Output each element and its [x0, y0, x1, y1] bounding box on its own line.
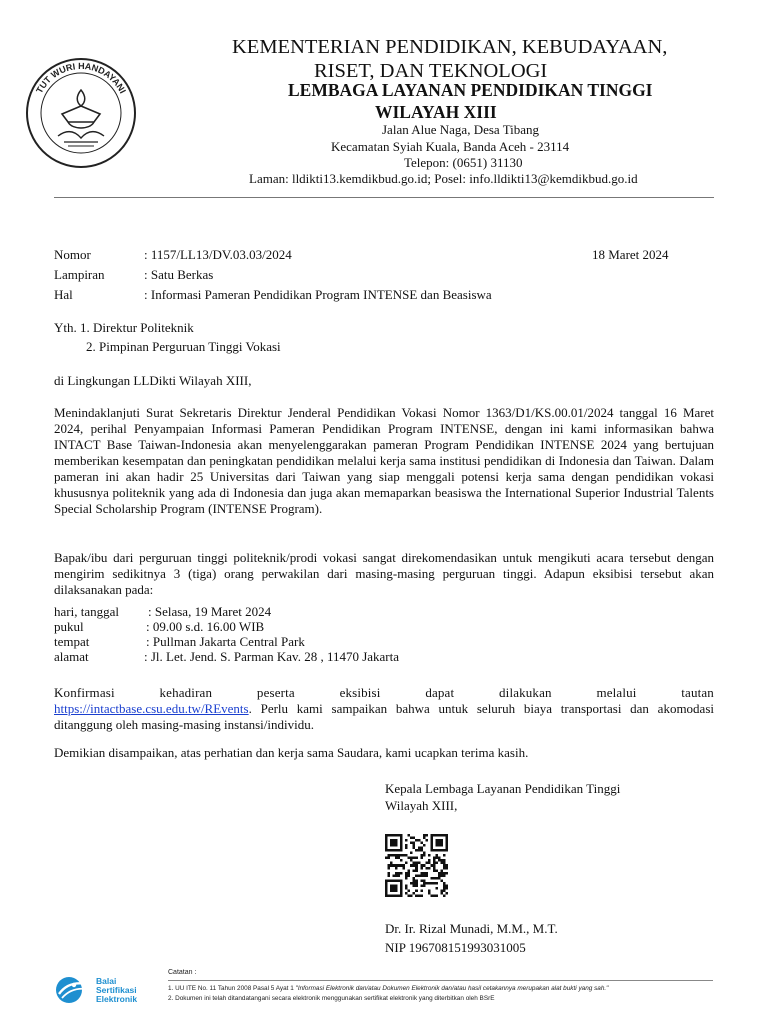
- qr-module: [433, 864, 436, 867]
- qr-module: [435, 839, 443, 847]
- qr-module: [443, 859, 446, 862]
- qr-module: [413, 892, 416, 895]
- registration-link[interactable]: https://intactbase.csu.edu.tw/REvents: [54, 701, 249, 716]
- qr-module: [443, 894, 446, 897]
- institution-name-line2: WILAYAH XIII: [375, 102, 497, 122]
- qr-module: [418, 894, 421, 897]
- qr-module: [418, 847, 421, 850]
- qr-module: [420, 872, 423, 875]
- qr-module: [420, 857, 423, 860]
- qr-module: [433, 867, 436, 870]
- qr-module: [445, 864, 448, 867]
- qr-module: [443, 887, 446, 890]
- qr-module: [443, 867, 446, 870]
- address-street: Jalan Alue Naga, Desa Tibang: [382, 122, 540, 137]
- qr-module: [435, 894, 438, 897]
- qr-module: [408, 894, 411, 897]
- qr-module: [438, 877, 441, 880]
- qr-module: [423, 854, 426, 857]
- qr-module: [443, 862, 446, 865]
- qr-module: [443, 884, 446, 887]
- qr-module: [413, 882, 416, 885]
- qr-module: [398, 872, 401, 875]
- body-paragraph-1: Menindaklanjuti Surat Sekretaris Direktur Jenderal Pendidikan Vokasi Nomor 1363/D1/KS.00.01/2024 tanggal 16 Maret 2024, perihal Penyampaian Informasi Pameran Pendidikan Program INTENSE, dengan ini kami informasikan bahwa INTACT Base Taiwan-Indonesia akan menyelenggarakan pameran Program Pendidikan INTENSE 2024 yang bertujuan memberikan kesempatan dan peningkatan pendidikan melalui kerja sama institusi pendidikan di Indonesia dan Taiwan. Dalam pameran ini akan hadir 25 Universitas dari Taiwan yang siap menggali potensi kerja sama dengan pendidikan vokasi khususnya politeknik yang ada di Indonesia dan juga akan memaparkan beasiswa the International Superior Industrial Talents Special Scholarship Program (INTENSE Program).: [54, 405, 714, 516]
- qr-module: [398, 857, 401, 860]
- qr-module: [438, 859, 441, 862]
- qr-module: [410, 864, 413, 867]
- qr-module: [410, 852, 413, 855]
- qr-module: [445, 872, 448, 875]
- qr-module: [415, 869, 418, 872]
- qr-module: [420, 867, 423, 870]
- qr-module: [433, 862, 436, 865]
- qr-module: [418, 849, 421, 852]
- qr-module: [385, 857, 388, 860]
- qr-module: [405, 892, 408, 895]
- qr-module: [408, 889, 411, 892]
- qr-module: [440, 859, 443, 862]
- qr-module: [443, 854, 446, 857]
- qr-module: [438, 874, 441, 877]
- nomor-value: : 1157/LL13/DV.03.03/2024: [144, 247, 292, 262]
- qr-module: [420, 849, 423, 852]
- qr-module: [420, 879, 423, 882]
- signatory-nip: NIP 196708151993031005: [385, 940, 526, 955]
- closing-sentence: Demikian disampaikan, atas perhatian dan kerja sama Saudara, kami ucapkan terima kasih.: [54, 745, 529, 760]
- qr-module: [443, 872, 446, 875]
- qr-module: [420, 847, 423, 850]
- qr-module: [415, 857, 418, 860]
- qr-module: [428, 862, 431, 865]
- confirmation-word: eksibisi: [339, 685, 381, 700]
- qr-module: [413, 879, 416, 882]
- qr-module: [395, 854, 398, 857]
- qr-module: [443, 889, 446, 892]
- qr-module: [423, 844, 426, 847]
- qr-module: [420, 842, 423, 845]
- event-address-label: alamat: [54, 649, 89, 664]
- qr-module: [440, 892, 443, 895]
- bsre-wordmark-line3: Elektronik: [96, 993, 138, 1004]
- qr-module: [408, 872, 411, 875]
- qr-module: [440, 862, 443, 865]
- footer-note-1-prefix: 1. UU ITE No. 11 Tahun 2008 Pasal 5 Ayat 1: [168, 985, 296, 992]
- qr-module: [435, 854, 438, 857]
- lampiran-value: : Satu Berkas: [144, 267, 214, 282]
- qr-module: [433, 882, 436, 885]
- qr-module: [423, 884, 426, 887]
- qr-module: [428, 889, 431, 892]
- qr-module: [415, 839, 418, 842]
- confirmation-word: peserta: [256, 685, 295, 700]
- qr-module: [410, 837, 413, 840]
- qr-module: [418, 862, 421, 865]
- qr-module: [413, 847, 416, 850]
- qr-module: [413, 884, 416, 887]
- qr-module: [420, 889, 423, 892]
- qr-module: [445, 867, 448, 870]
- nomor-label: Nomor: [54, 247, 91, 262]
- qr-module: [403, 864, 406, 867]
- qr-module: [398, 874, 401, 877]
- signature-qr-code: [385, 834, 448, 897]
- ministry-name-line2: RISET, DAN TEKNOLOGI: [314, 60, 548, 82]
- qr-module: [388, 872, 391, 875]
- qr-module: [433, 877, 436, 880]
- qr-module: [413, 837, 416, 840]
- qr-module: [408, 857, 411, 860]
- qr-module: [408, 869, 411, 872]
- emblem-motto: TUT WURI HANDAYANI: [34, 60, 128, 96]
- confirmation-word: melalui: [596, 685, 637, 700]
- qr-module: [415, 884, 418, 887]
- bsre-wordmark-line2: Sertifikasi: [96, 984, 137, 995]
- qr-module: [423, 872, 426, 875]
- qr-module: [423, 852, 426, 855]
- qr-module: [425, 867, 428, 870]
- qr-module: [435, 887, 438, 890]
- letterhead-divider: [54, 197, 714, 198]
- qr-module: [443, 864, 446, 867]
- qr-module: [443, 882, 446, 885]
- qr-module: [440, 879, 443, 882]
- qr-module: [405, 839, 408, 842]
- footer-note-1: [168, 985, 608, 992]
- qr-module: [395, 864, 398, 867]
- qr-module: [390, 864, 393, 867]
- qr-module: [430, 864, 433, 867]
- address-web-email: Laman: lldikti13.kemdikbud.go.id; Posel: info.lldikti13@kemdikbud.go.id: [249, 171, 638, 186]
- event-day-value: : Selasa, 19 Maret 2024: [148, 604, 272, 619]
- qr-module: [415, 862, 418, 865]
- qr-module: [430, 882, 433, 885]
- confirmation-word: Konfirmasi: [54, 685, 115, 700]
- qr-module: [423, 882, 426, 885]
- qr-module: [418, 874, 421, 877]
- qr-module: [423, 874, 426, 877]
- qr-module: [405, 844, 408, 847]
- qr-module: [435, 869, 438, 872]
- qr-module: [405, 862, 408, 865]
- qr-module: [408, 874, 411, 877]
- qr-module: [393, 874, 396, 877]
- confirmation-word: dapat: [425, 685, 455, 700]
- qr-module: [423, 834, 426, 837]
- qr-module: [435, 857, 438, 860]
- footer-notes-title: Catatan :: [168, 969, 197, 976]
- lampiran-label: Lampiran: [54, 267, 105, 282]
- qr-module: [433, 859, 436, 862]
- qr-module: [425, 834, 428, 837]
- qr-module: [388, 867, 391, 870]
- hal-value: : Informasi Pameran Pendidikan Program INTENSE dan Beasiswa: [144, 287, 492, 302]
- qr-module: [388, 857, 391, 860]
- qr-module: [415, 849, 418, 852]
- qr-module: [390, 839, 398, 847]
- qr-module: [393, 864, 396, 867]
- bsre-logo-icon: [54, 975, 92, 1005]
- qr-module: [445, 884, 448, 887]
- qr-module: [428, 882, 431, 885]
- qr-module: [440, 872, 443, 875]
- qr-module: [420, 874, 423, 877]
- qr-module: [410, 857, 413, 860]
- qr-module: [443, 874, 446, 877]
- qr-module: [415, 894, 418, 897]
- qr-module: [428, 867, 431, 870]
- event-time-label: pukul: [54, 619, 84, 634]
- qr-module: [400, 864, 403, 867]
- qr-module: [428, 859, 431, 862]
- footer-note-1-quote: "Informasi Elektronik dan/atau Dokumen Elektronik dan/atau hasil cetakannya merupakan alat bukti yang sah.": [295, 985, 609, 992]
- qr-module: [398, 854, 401, 857]
- qr-module: [425, 882, 428, 885]
- qr-module: [420, 854, 423, 857]
- qr-module: [423, 837, 426, 840]
- qr-module: [413, 857, 416, 860]
- qr-module: [413, 842, 416, 845]
- qr-module: [405, 877, 408, 880]
- qr-module: [405, 872, 408, 875]
- confirmation-word: kehadiran: [159, 685, 213, 700]
- qr-module: [405, 874, 408, 877]
- event-place-label: tempat: [54, 634, 90, 649]
- qr-module: [413, 864, 416, 867]
- qr-module: [400, 859, 403, 862]
- recipient-environment: di Lingkungan LLDikti Wilayah XIII,: [54, 373, 252, 388]
- ministry-name-line1: KEMENTERIAN PENDIDIKAN, KEBUDAYAAN,: [232, 36, 668, 58]
- qr-module: [420, 864, 423, 867]
- qr-module: [410, 882, 413, 885]
- qr-module: [438, 857, 441, 860]
- qr-module: [425, 872, 428, 875]
- signatory-title-line1: Kepala Lembaga Layanan Pendidikan Tinggi: [385, 781, 621, 796]
- footer-note-2: 2. Dokumen ini telah ditandatangani secara elektronik menggunakan sertifikat elektronik yang diterbitkan oleh BSrE: [168, 995, 495, 1002]
- bsre-wordmark: [96, 977, 137, 1003]
- recipient-line1: Yth. 1. Direktur Politeknik: [54, 320, 194, 335]
- qr-module: [425, 874, 428, 877]
- qr-module: [390, 884, 398, 892]
- qr-module: [405, 847, 408, 850]
- qr-module: [428, 854, 431, 857]
- qr-module: [388, 864, 391, 867]
- letter-date: 18 Maret 2024: [592, 247, 669, 262]
- qr-module: [405, 854, 408, 857]
- hal-label: Hal: [54, 287, 73, 302]
- qr-module: [388, 874, 391, 877]
- event-place-value: : Pullman Jakarta Central Park: [146, 634, 305, 649]
- address-phone: Telepon: (0651) 31130: [404, 155, 523, 170]
- qr-module: [420, 884, 423, 887]
- qr-module: [405, 887, 408, 890]
- qr-module: [395, 872, 398, 875]
- qr-module: [428, 892, 431, 895]
- qr-module: [413, 844, 416, 847]
- qr-module: [423, 879, 426, 882]
- qr-module: [423, 864, 426, 867]
- qr-module: [433, 894, 436, 897]
- qr-module: [400, 854, 403, 857]
- qr-module: [435, 882, 438, 885]
- qr-module: [390, 862, 393, 865]
- confirmation-word: dilakukan: [499, 685, 552, 700]
- qr-module: [403, 867, 406, 870]
- qr-module: [388, 854, 391, 857]
- qr-module: [415, 864, 418, 867]
- qr-module: [418, 839, 421, 842]
- qr-module: [413, 862, 416, 865]
- qr-module: [415, 882, 418, 885]
- event-time-value: : 09.00 s.d. 16.00 WIB: [146, 619, 265, 634]
- confirmation-word: tautan: [681, 685, 714, 700]
- tut-wuri-handayani-emblem: [24, 56, 138, 170]
- qr-module: [415, 874, 418, 877]
- qr-module: [433, 869, 436, 872]
- qr-module: [410, 859, 413, 862]
- bsre-wordmark-line1: Balai: [96, 976, 117, 986]
- confirmation-rest: . Perlu kami sampaikan bahwa untuk seluruh biaya transportasi dan akomodasi ditanggung oleh masing-masing instansi/individu.: [54, 701, 714, 732]
- institution-name-line1: LEMBAGA LAYANAN PENDIDIKAN TINGGI: [288, 80, 653, 100]
- footer-divider: [168, 980, 713, 981]
- qr-module: [420, 894, 423, 897]
- qr-module: [440, 889, 443, 892]
- qr-module: [395, 867, 398, 870]
- qr-module: [395, 874, 398, 877]
- qr-module: [445, 892, 448, 895]
- qr-module: [393, 854, 396, 857]
- qr-module: [425, 862, 428, 865]
- qr-module: [440, 874, 443, 877]
- qr-module: [410, 894, 413, 897]
- qr-module: [398, 864, 401, 867]
- qr-module: [400, 872, 403, 875]
- qr-module: [445, 887, 448, 890]
- qr-module: [425, 839, 428, 842]
- confirmation-paragraph: [54, 685, 714, 733]
- event-address-value: : Jl. Let. Jend. S. Parman Kav. 28 , 11470 Jakarta: [144, 649, 400, 664]
- qr-module: [415, 867, 418, 870]
- qr-module: [408, 834, 411, 837]
- signatory-name: Dr. Ir. Rizal Munadi, M.M., M.T.: [385, 921, 558, 936]
- qr-module: [403, 854, 406, 857]
- qr-module: [430, 877, 433, 880]
- signatory-title-line2: Wilayah XIII,: [385, 798, 458, 813]
- qr-module: [390, 854, 393, 857]
- qr-module: [438, 872, 441, 875]
- qr-module: [405, 884, 408, 887]
- qr-module: [435, 877, 438, 880]
- qr-module: [435, 862, 438, 865]
- qr-module: [415, 889, 418, 892]
- address-district: Kecamatan Syiah Kuala, Banda Aceh - 23114: [331, 139, 570, 154]
- qr-module: [433, 857, 436, 860]
- qr-module: [395, 857, 398, 860]
- qr-module: [413, 877, 416, 880]
- confirmation-spread-line: [54, 685, 714, 701]
- body-paragraph-2: Bapak/ibu dari perguruan tinggi politeknik/prodi vokasi sangat direkomendasikan untuk mengikuti acara tersebut dengan mengirim sedikitnya 3 (tiga) orang perwakilan dari masing-masing perguruan tinggi. Adapun eksibisi tersebut akan dilaksanakan pada:: [54, 550, 714, 597]
- event-day-label: hari, tanggal: [54, 604, 119, 619]
- qr-module: [430, 894, 433, 897]
- qr-module: [440, 869, 443, 872]
- qr-module: [410, 842, 413, 845]
- qr-module: [413, 869, 416, 872]
- recipient-line2: 2. Pimpinan Perguruan Tinggi Vokasi: [86, 339, 281, 354]
- qr-module: [415, 879, 418, 882]
